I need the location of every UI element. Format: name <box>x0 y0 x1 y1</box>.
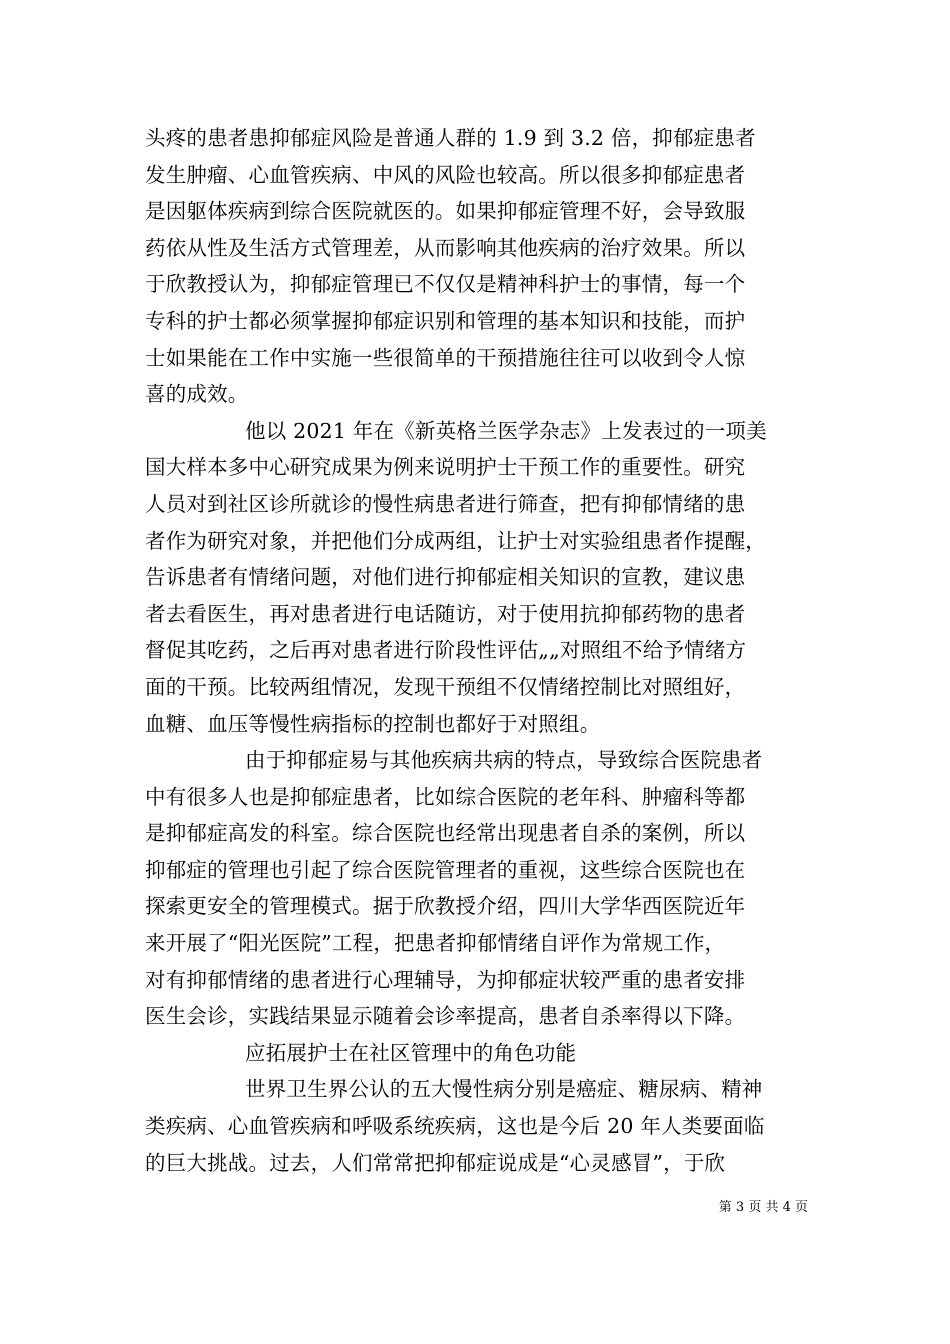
text-line: 国大样本多中心研究成果为例来说明护士干预工作的重要性。研究 <box>145 455 746 480</box>
text-line: 医生会诊，实践结果显示随着会诊率提高，患者自杀率得以下降。 <box>145 1004 746 1029</box>
text-line: 中有很多人也是抑郁症患者，比如综合医院的老年科、肿瘤科等都 <box>145 784 746 809</box>
text-line: 者去看医生，再对患者进行电话随访，对于使用抗抑郁药物的患者 <box>145 601 746 626</box>
text-line: 发生肿瘤、心血管疾病、中风的风险也较高。所以很多抑郁症患者 <box>145 162 746 187</box>
text-line: 专科的护士都必须掌握抑郁症识别和管理的基本知识和技能，而护 <box>145 308 746 333</box>
text-line: 者作为研究对象，并把他们分成两组，让护士对实验组患者作提醒， <box>145 528 766 553</box>
text-line: 于欣教授认为，抑郁症管理已不仅仅是精神科护士的事情，每一个 <box>145 272 746 297</box>
text-line: 是抑郁症高发的科室。综合医院也经常出现患者自杀的案例，所以 <box>145 821 746 846</box>
text-line: 是因躯体疾病到综合医院就医的。如果抑郁症管理不好，会导致服 <box>145 199 746 224</box>
section-heading <box>145 1035 810 1072</box>
text-line: 督促其吃药，之后再对患者进行阶段性评估„„对照组不给予情绪方 <box>145 638 747 663</box>
document-body <box>145 120 810 1181</box>
paragraph <box>145 1071 810 1181</box>
text-line: 类疾病、心血管疾病和呼吸系统疾病，这也是今后 20 年人类要面临 <box>145 1114 765 1139</box>
text-line: 来开展了“阳光医院”工程，把患者抑郁情绪自评作为常规工作， <box>145 931 726 956</box>
page-number-footer: 第 3 页 共 4 页 <box>718 1200 808 1215</box>
text-line: 抑郁症的管理也引起了综合医院管理者的重视，这些综合医院也在 <box>145 857 746 882</box>
text-line: 药依从性及生活方式管理差，从而影响其他疾病的治疗效果。所以 <box>145 235 746 260</box>
paragraph <box>145 120 810 413</box>
text-line: 世界卫生界公认的五大慢性病分别是癌症、糖尿病、精神 <box>245 1077 763 1102</box>
text-line: 人员对到社区诊所就诊的慢性病患者进行筛查，把有抑郁情绪的患 <box>145 491 746 516</box>
text-line: 探索更安全的管理模式。据于欣教授介绍，四川大学华西医院近年 <box>145 894 746 919</box>
paragraph <box>145 413 810 742</box>
text-line: 面的干预。比较两组情况，发现干预组不仅情绪控制比对照组好， <box>145 674 746 699</box>
text-line: 士如果能在工作中实施一些很简单的干预措施往往可以收到令人惊 <box>145 345 746 370</box>
text-line: 对有抑郁情绪的患者进行心理辅导，为抑郁症状较严重的患者安排 <box>145 967 746 992</box>
text-line: 的巨大挑战。过去，人们常常把抑郁症说成是“心灵感冒”，于欣 <box>145 1150 726 1175</box>
text-line: 喜的成效。 <box>145 382 249 407</box>
heading-line: 应拓展护士在社区管理中的角色功能 <box>245 1040 577 1065</box>
paragraph <box>145 742 810 1035</box>
text-line: 他以 2021 年在《新英格兰医学杂志》上发表过的一项美 <box>245 418 767 443</box>
text-line: 头疼的患者患抑郁症风险是普通人群的 1.9 到 3.2 倍，抑郁症患者 <box>145 126 756 150</box>
text-line: 告诉患者有情绪问题，对他们进行抑郁症相关知识的宣教，建议患 <box>145 565 746 590</box>
text-line: 由于抑郁症易与其他疾病共病的特点，导致综合医院患者 <box>245 748 763 773</box>
text-line: 血糖、血压等慢性病指标的控制也都好于对照组。 <box>145 711 601 736</box>
